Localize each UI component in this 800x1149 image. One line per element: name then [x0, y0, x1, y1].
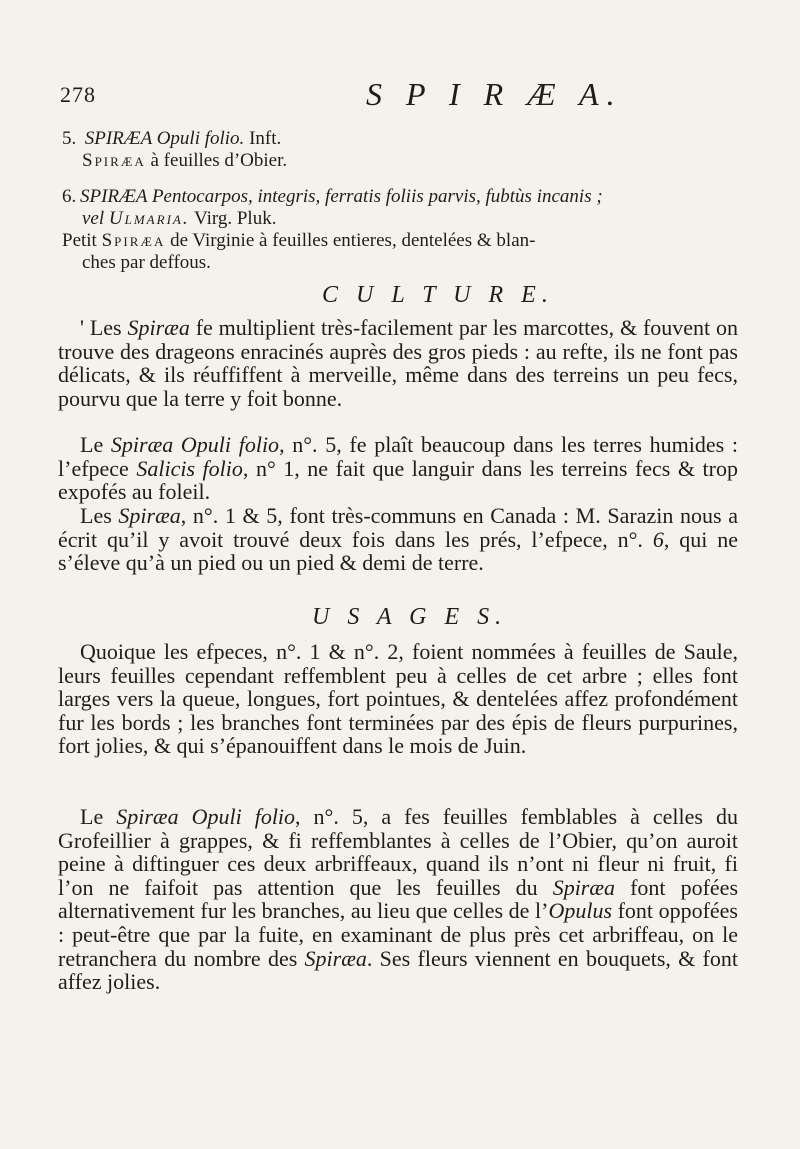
common-name-rest: à feuilles d’Obier.: [145, 150, 288, 171]
running-title: S P I R Æ A.: [366, 76, 623, 112]
text-run: Quoique les efpeces, n°. 1 & n°. 2, foient nommées à feuilles de Saule, leurs feuilles cependant reffemblent peu à celles de cet arbre ; elles font larges vers la queue, longues, fort pointues, & dentelées affez profondément fur les bords ; les branches font terminées par des épis de fleurs purpurines, fort jolies, & qui s’épanouiffent dans le mois de Juin.: [58, 639, 738, 759]
latin-authors: Virg. Pluk.: [189, 208, 277, 229]
text-run: Le: [80, 432, 111, 457]
species-entry-5: [62, 128, 752, 172]
entry-5-latin-line: [62, 128, 752, 150]
entry-6-common-line-1: [62, 230, 752, 252]
text-run: font pofées alternativement fur les branches, au lieu que celles de l’: [58, 874, 739, 924]
section-heading-usages: U S A G E S.: [312, 604, 508, 630]
genus-name: Spiræa: [127, 315, 190, 340]
species-entry-6: [62, 186, 752, 274]
text-run: Les: [89, 315, 128, 340]
text-run: fe multiplient très-facilement par les marcottes, & fouvent on trouve des drageons enracinés auprès des gros pieds : au refte, ils ne font pas délicats, & ils réuffiffent à merveille, même dans des terreins un peu fecs, pourvu que la terre y foit bonne.: [58, 315, 739, 411]
latin-name: SPIRÆA Opuli folio.: [84, 128, 245, 149]
usages-paragraph-1: [58, 640, 738, 758]
text-run: , n°. 5, a fes feuilles femblables à celles du Grofeillier à grappes, & fi reffemblantes à celles de l’Obier, qu’on auroit peine à diftinguer ces deux arbriffeaux, quand ils n’ont ni fleur ni fruit, fi l’on ne faifoit pas attention que les feuilles du: [58, 804, 738, 900]
text-run: font oppofées : peut-être que par la fuite, en examinant de plus près cet arbriffeau, on le retranchera du nombre des: [58, 898, 738, 971]
culture-paragraph-2: [58, 433, 738, 504]
text-run: , n°. 5, fe plaît beaucoup dans les terres humides : l’efpece: [58, 432, 738, 481]
footnote-mark: ': [80, 315, 90, 340]
entry-6-latin-line-1: [62, 186, 752, 208]
genus-name: Spiræa: [118, 503, 181, 528]
culture-paragraph-1: [58, 316, 738, 410]
entry-6-latin-line-2: [62, 208, 752, 230]
entry-6-common-line-2: [62, 252, 752, 274]
text-run: , n° 1, ne fait que languir dans les terreins fecs & trop expofés au foleil.: [58, 455, 738, 505]
culture-paragraph-3: [58, 504, 738, 575]
latin-name-line-1: SPIRÆA Pentocarpos, integris, ferratis foliis parvis, fubtùs incanis ;: [80, 186, 603, 207]
species-name: Salicis folio: [136, 455, 243, 481]
text-run: Les: [80, 503, 119, 528]
text-run: Le: [80, 804, 117, 829]
latin-prefix: vel: [82, 208, 109, 229]
entry-number: 5.: [62, 128, 77, 149]
entry-number: 6.: [62, 186, 77, 207]
entry-5-common-line: [62, 150, 752, 172]
species-number: 6: [652, 526, 664, 552]
common-name-rest: de Virginie à feuilles entieres, dentelées & blan-: [165, 230, 536, 251]
latin-author: Inft.: [244, 128, 282, 149]
common-name-caps: Spiræa: [82, 150, 146, 171]
page-header: [0, 78, 800, 118]
usages-paragraph-2: [58, 805, 738, 994]
page-number: 278: [60, 82, 96, 107]
common-name-caps: Spiræa: [101, 230, 166, 251]
genus-name: Spiræa: [552, 874, 616, 900]
text-run: , n°. 1 & 5, font très-communs en Canada : M. Sarazin nous a écrit qu’il y avoit trouvé deux fois dans les prés, l’efpece, n°.: [58, 503, 738, 552]
common-prefix: Petit: [62, 230, 102, 251]
latin-synonym: Ulmaria.: [108, 208, 190, 229]
text-run: , qui ne s’éleve qu’à un pied ou un pied & demi de terre.: [58, 526, 738, 576]
genus-name: Opulus: [548, 898, 613, 924]
section-heading-culture: C U L T U R E.: [322, 282, 554, 308]
species-name: Spiræa Opuli folio: [116, 804, 296, 829]
common-name-continuation: ches par deffous.: [82, 252, 211, 273]
text-run: . Ses fleurs viennent en bouquets, & font affez jolies.: [58, 945, 738, 995]
species-name: Spiræa Opuli folio: [110, 432, 280, 457]
genus-name: Spiræa: [304, 945, 367, 971]
